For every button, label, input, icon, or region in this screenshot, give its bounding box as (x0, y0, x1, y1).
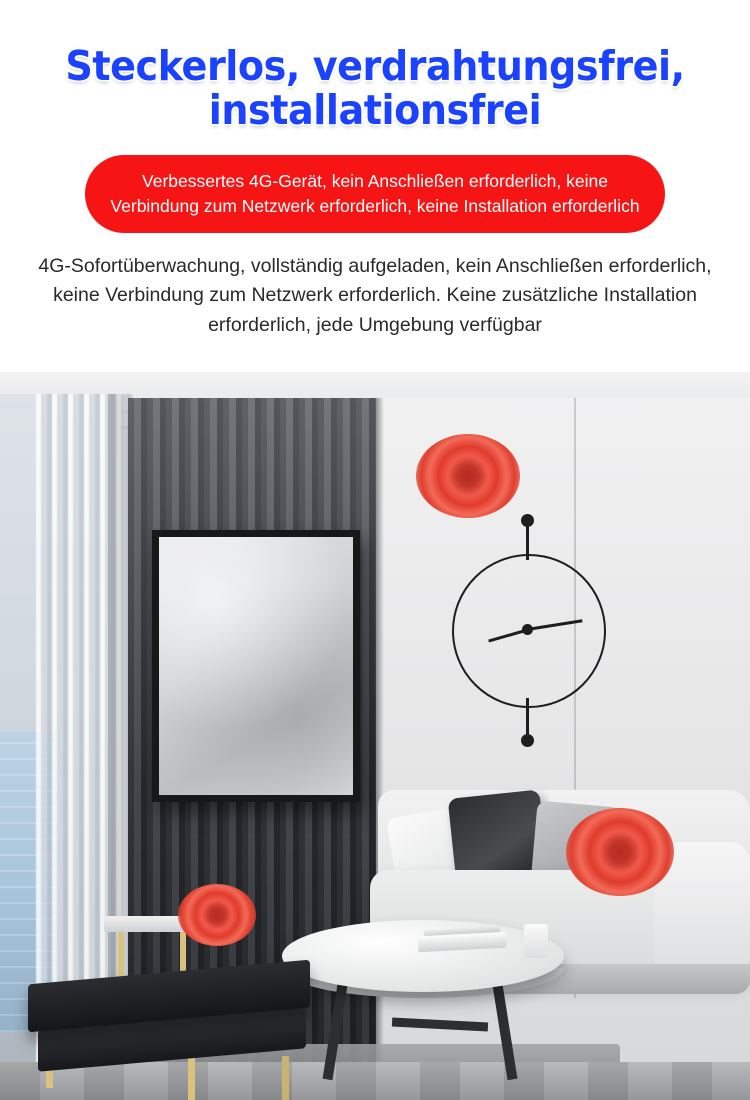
cup (524, 924, 548, 958)
promo-text-block (0, 0, 750, 372)
red-pulse-marker-sofa (566, 808, 674, 896)
clock-dot-top (521, 514, 534, 527)
page-title: Steckerlos, verdrahtungsfrei, installationsfrei (65, 42, 685, 135)
description-text: 4G-Sofortüberwachung, vollständig aufgeladen, kein Anschließen erforderlich, keine Verbindung zum Netzwerk erforderlich. Keine zusätzliche Installation erforderlich, jede Umgebung verfügbar (38, 254, 712, 336)
floor (0, 1062, 750, 1100)
living-room-photo (0, 372, 750, 1100)
highlight-badge-text: Verbessertes 4G-Gerät, kein Anschließen erforderlich, keine Verbindung zum Netzwerk erforderlich, keine Installation erforderlich (110, 170, 640, 216)
bench-leg-right (282, 1056, 289, 1100)
clock-center-hub (522, 624, 533, 635)
framed-picture (152, 530, 360, 802)
highlight-badge (85, 155, 665, 233)
clock-dot-bottom (521, 734, 534, 747)
red-pulse-marker-wall (416, 434, 520, 518)
red-pulse-marker-bench (178, 884, 256, 946)
